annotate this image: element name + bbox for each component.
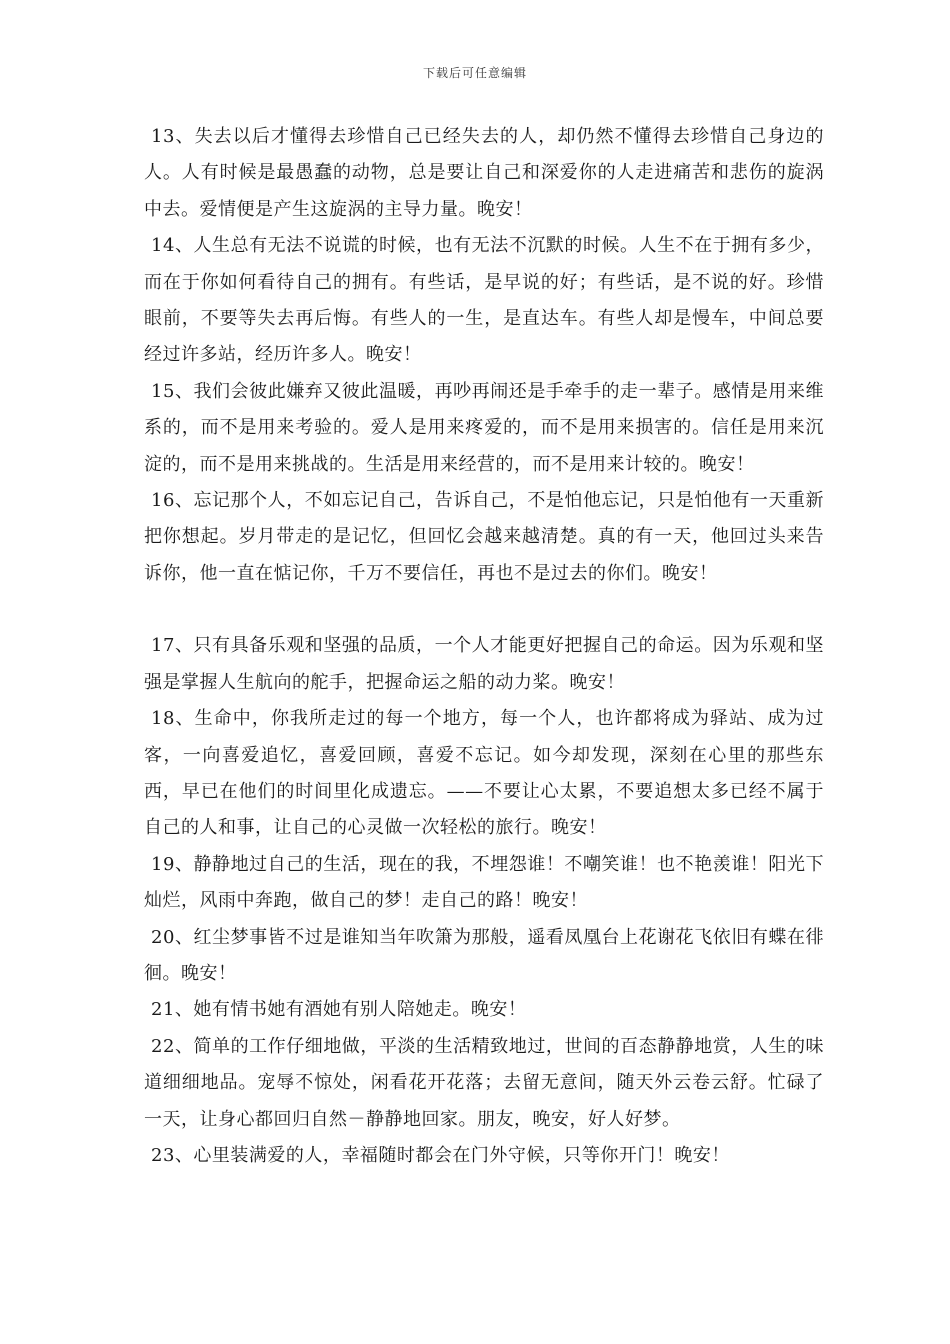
paragraph-15: 15、我们会彼此嫌弃又彼此温暖，再吵再闹还是手牵手的走一辈子。感情是用来维系的，而不是用来考验的。爱人是用来疼爱的，而不是用来损害的。信任是用来沉淀的，而不是用来挑战的。生活是用来经营的，而不是用来计较的。晚安！ — [144, 380, 824, 475]
paragraph-22: 22、简单的工作仔细地做，平淡的生活精致地过，世间的百态静静地赏，人生的味道细细地品。宠辱不惊处，闲看花开花落；去留无意间，随天外云卷云舒。忙碌了一天，让身心都回归自然－静静地回家。朋友，晚安，好人好梦。 — [144, 1035, 824, 1130]
paragraph-18: 18、生命中，你我所走过的每一个地方，每一个人，也许都将成为驿站、成为过客，一向喜爱追忆，喜爱回顾，喜爱不忘记。如今却发现，深刻在心里的那些东西，早已在他们的时间里化成遗忘。——不要让心太累，不要追想太多已经不属于自己的人和事，让自己的心灵做一次轻松的旅行。晚安！ — [144, 708, 824, 839]
paragraph-13: 13、失去以后才懂得去珍惜自己已经失去的人，却仍然不懂得去珍惜自己身边的人。人有时候是最愚蠢的动物，总是要让自己和深爱你的人走进痛苦和悲伤的旋涡中去。爱情便是产生这旋涡的主导力量。晚安！ — [144, 126, 824, 220]
paragraph-gap — [144, 592, 824, 628]
paragraph-17: 17、只有具备乐观和坚强的品质，一个人才能更好把握自己的命运。因为乐观和坚强是掌握人生航向的舵手，把握命运之船的动力桨。晚安！ — [144, 635, 824, 693]
paragraph-21: 21、她有情书她有酒她有别人陪她走。晚安！ — [151, 999, 527, 1021]
paragraph-23: 23、心里装满爱的人，幸福随时都会在门外守候，只等你开门！晚安！ — [151, 1144, 730, 1166]
paragraph-19: 19、静静地过自己的生活，现在的我，不埋怨谁！不嘲笑谁！也不艳羡谁！阳光下灿烂，风雨中奔跑，做自己的梦！走自己的路！晚安！ — [144, 853, 824, 912]
page-header: 下载后可任意编辑 — [422, 66, 527, 80]
paragraph-20: 20、红尘梦事皆不过是谁知当年吹箫为那般，遥看凤凰台上花谢花飞依旧有蝶在徘徊。晚安！ — [144, 926, 824, 984]
paragraph-16: 16、忘记那个人，不如忘记自己，告诉自己，不是怕他忘记，只是怕他有一天重新把你想起。岁月带走的是记忆，但回忆会越来越清楚。真的有一天，他回过头来告诉你，他一直在惦记你，千万不要信任，再也不是过去的你们。晚安！ — [144, 490, 824, 584]
paragraph-14: 14、人生总有无法不说谎的时候，也有无法不沉默的时候。人生不在于拥有多少，而在于你如何看待自己的拥有。有些话，是早说的好；有些话，是不说的好。珍惜眼前，不要等失去再后悔。有些人的一生，是直达车。有些人却是慢车，中间总要经过许多站，经历许多人。晚安！ — [144, 235, 824, 366]
document-body — [144, 119, 824, 1174]
